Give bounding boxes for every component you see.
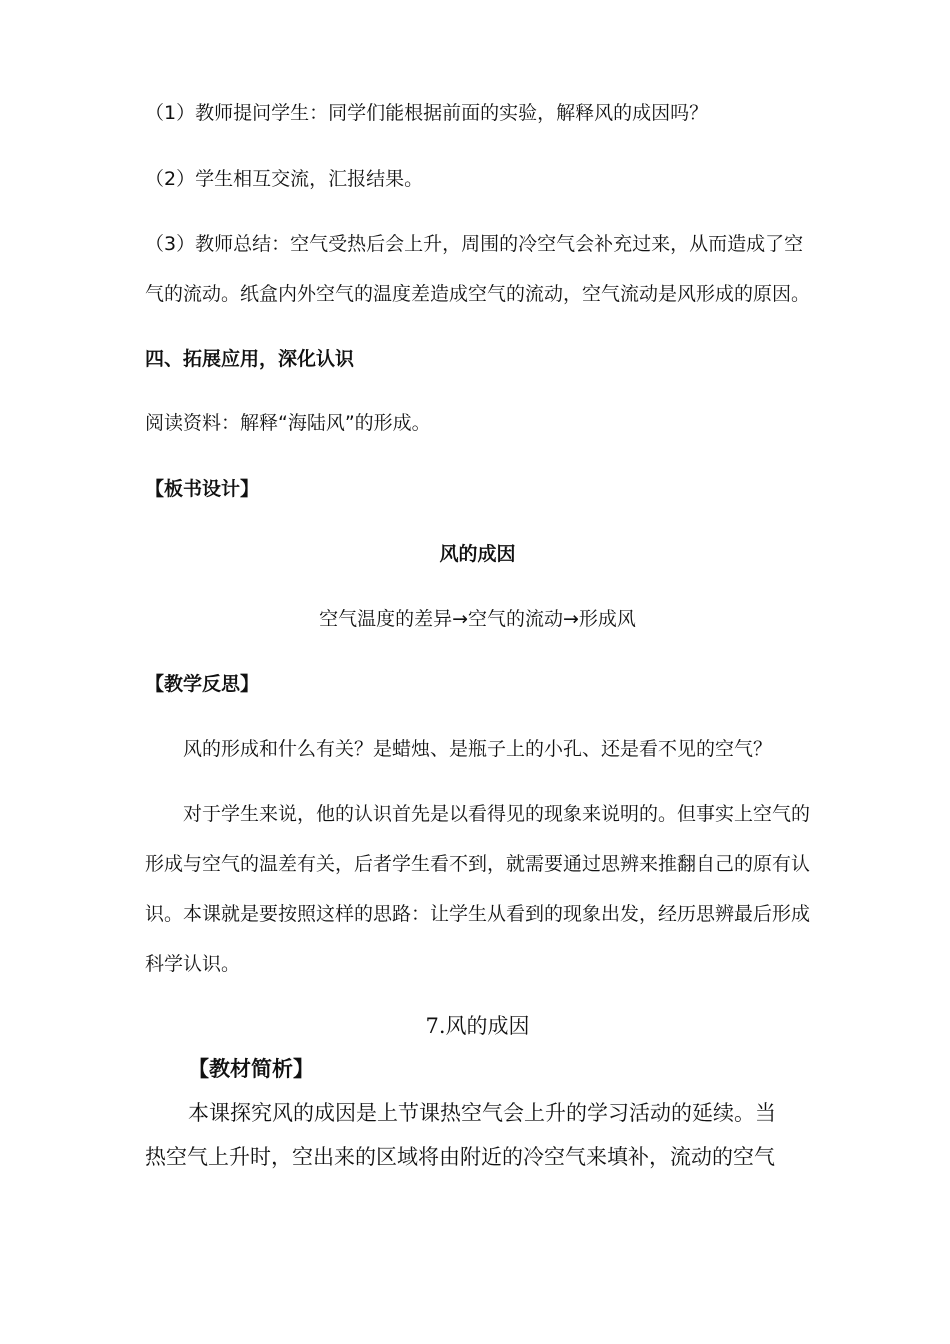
reflection-paragraph-2-line-3: 识。本课就是要按照这样的思路：让学生从看到的现象出发，经历思辨最后形成 bbox=[145, 903, 811, 925]
reflection-paragraph-2-line-2: 形成与空气的温差有关，后者学生看不到，就需要通过思辨来推翻自己的原有认 bbox=[145, 853, 811, 875]
reflection-heading: 【教学反思】 bbox=[145, 673, 260, 695]
board-title: 风的成因 bbox=[439, 543, 516, 565]
analysis-line-2: 热空气上升时，空出来的区域将由附近的冷空气来填补，流动的空气 bbox=[145, 1145, 775, 1169]
reflection-paragraph-2-line-4: 科学认识。 bbox=[145, 953, 241, 975]
board-flow: 空气温度的差异→空气的流动→形成风 bbox=[319, 608, 636, 630]
reflection-paragraph-1: 风的形成和什么有关？是蜡烛、是瓶子上的小孔、还是看不见的空气？ bbox=[183, 738, 773, 760]
student-exchange-step: （2）学生相互交流，汇报结果。 bbox=[145, 168, 424, 190]
analysis-line-1: 本课探究风的成因是上节课热空气会上升的学习活动的延续。当 bbox=[188, 1101, 776, 1125]
reflection-paragraph-2-line-1: 对于学生来说，他的认识首先是以看得见的现象来说明的。但事实上空气的 bbox=[183, 803, 811, 825]
board-design-heading: 【板书设计】 bbox=[145, 478, 260, 500]
teacher-question-step: （1）教师提问学生：同学们能根据前面的实验，解释风的成因吗？ bbox=[145, 102, 709, 124]
section-heading-extension: 四、拓展应用，深化认识 bbox=[145, 348, 355, 370]
reading-material: 阅读资料：解释“海陆风”的形成。 bbox=[145, 412, 431, 434]
lesson-title: 7.风的成因 bbox=[425, 1014, 530, 1038]
analysis-heading: 【教材简析】 bbox=[188, 1056, 314, 1081]
teacher-summary-line-1: （3）教师总结：空气受热后会上升，周围的冷空气会补充过来，从而造成了空 bbox=[145, 233, 804, 255]
teacher-summary-line-2: 气的流动。纸盒内外空气的温度差造成空气的流动，空气流动是风形成的原因。 bbox=[145, 283, 811, 305]
